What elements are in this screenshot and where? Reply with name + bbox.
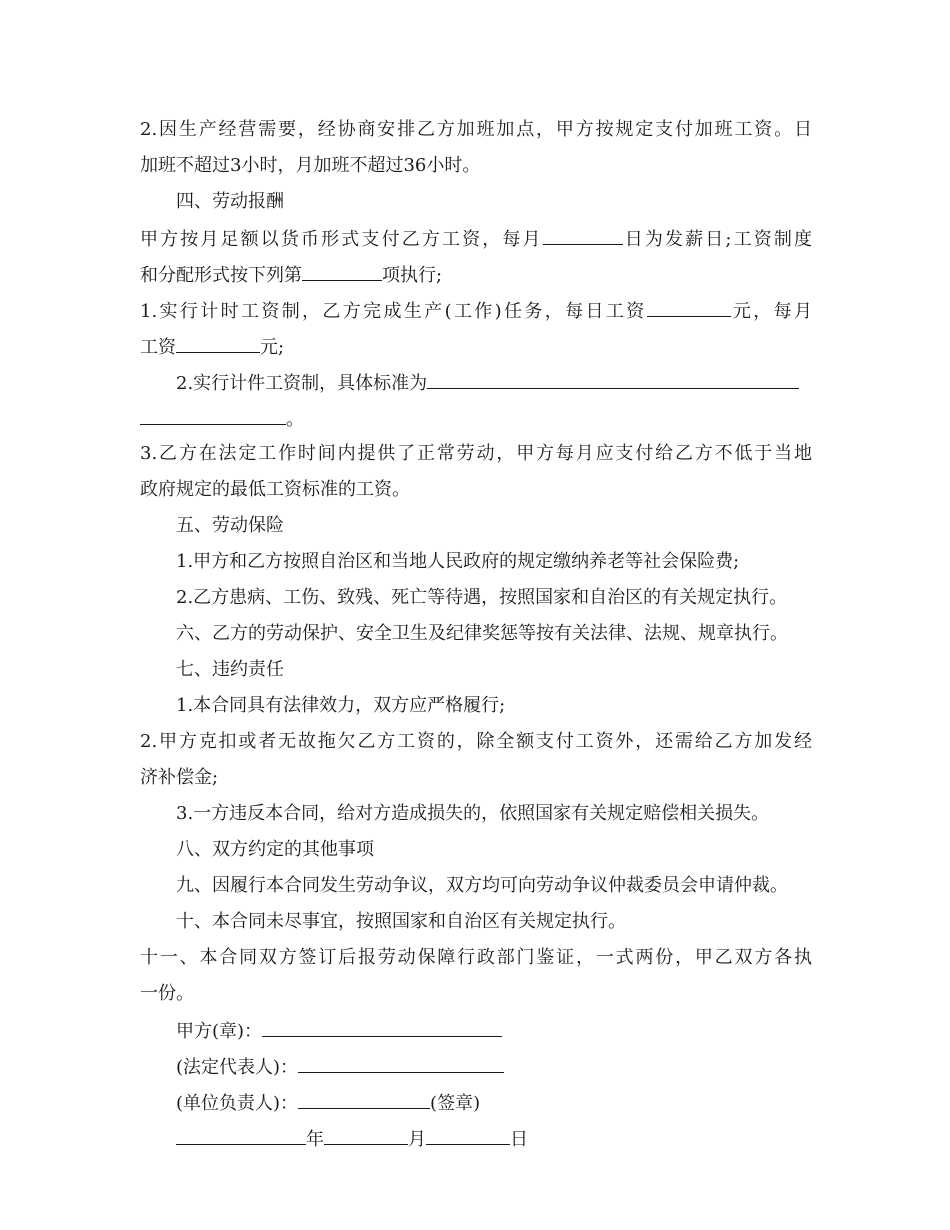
- monthly-wage-unit: 元;: [260, 337, 285, 358]
- min-wage-line-1: 3.乙方在法定工作时间内提供了正常劳动，甲方每月应支付给乙方不低于当地: [140, 443, 812, 464]
- payday-blank: [543, 225, 623, 245]
- year-label: 年: [306, 1129, 324, 1150]
- pay-clause-line-1: [140, 225, 812, 251]
- month-blank: [324, 1125, 408, 1145]
- section-eight: 八、双方约定的其他事项: [176, 839, 374, 860]
- piece-wage-blank-2: [140, 405, 286, 425]
- overtime-clause-line-1: 2.因生产经营需要，经协商安排乙方加班加点，甲方按规定支付加班工资。日: [140, 119, 812, 140]
- pay-clause-text-b: 日为发薪日;工资制度: [622, 229, 812, 250]
- breach-clause-1: 1.本合同具有法律效力，双方应严格履行;: [176, 695, 506, 716]
- piece-wage-line-1: [176, 369, 799, 395]
- pay-method-blank: [302, 261, 382, 281]
- seal-label: (签章): [430, 1093, 481, 1114]
- unit-head-signature-blank: [298, 1089, 430, 1109]
- section-eleven-line-1: 十一、本合同双方签订后报劳动保障行政部门鉴证，一式两份，甲乙双方各执: [140, 947, 812, 968]
- month-label: 月: [408, 1129, 426, 1150]
- section-heading-breach: 七、违约责任: [176, 659, 284, 680]
- time-wage-text-b: 元，每月: [730, 301, 812, 322]
- legal-rep-label: (法定代表人)：: [176, 1057, 299, 1078]
- pay-clause-text-a: 甲方按月足额以货币形式支付乙方工资，每月: [140, 229, 543, 250]
- year-blank: [176, 1125, 306, 1145]
- monthly-wage-blank: [176, 333, 260, 353]
- section-six: 六、乙方的劳动保护、安全卫生及纪律奖惩等按有关法律、法规、规章执行。: [176, 623, 788, 644]
- day-label: 日: [510, 1129, 528, 1150]
- time-wage-line-2: [140, 333, 284, 359]
- signature-date: [176, 1125, 528, 1151]
- time-wage-text-a: 1.实行计时工资制，乙方完成生产(工作)任务，每日工资: [140, 301, 647, 322]
- party-a-signature-blank: [262, 1017, 502, 1037]
- piece-wage-line-2: [140, 405, 304, 431]
- party-a-label: 甲方(章)：: [176, 1021, 263, 1042]
- insurance-clause-1: 1.甲方和乙方按照自治区和当地人民政府的规定缴纳养老等社会保险费;: [176, 551, 740, 572]
- piece-wage-text: 2.实行计件工资制，具体标准为: [176, 373, 428, 394]
- time-wage-line-1: [140, 297, 812, 323]
- breach-clause-2-line-1: 2.甲方克扣或者无故拖欠乙方工资的，除全额支付工资外，还需给乙方加发经: [140, 731, 812, 752]
- min-wage-line-2: 政府规定的最低工资标准的工资。: [140, 479, 410, 500]
- overtime-clause-line-2: 加班不超过3小时，月加班不超过36小时。: [140, 155, 481, 176]
- signature-party-a: [176, 1017, 502, 1043]
- signature-legal-rep: [176, 1053, 504, 1079]
- signature-unit-head: [176, 1089, 480, 1115]
- unit-head-label: (单位负责人)：: [176, 1093, 299, 1114]
- pay-method-text-a: 和分配形式按下列第: [140, 265, 302, 286]
- piece-wage-blank-1: [427, 369, 799, 389]
- pay-method-text-b: 项执行;: [382, 265, 443, 286]
- section-eleven-line-2: 一份。: [140, 983, 194, 1004]
- daily-wage-blank: [647, 297, 731, 317]
- piece-wage-end: 。: [286, 409, 304, 430]
- insurance-clause-2: 2.乙方患病、工伤、致残、死亡等待遇，按照国家和自治区的有关规定执行。: [176, 587, 788, 608]
- breach-clause-2-line-2: 济补偿金;: [140, 767, 219, 788]
- breach-clause-3: 3.一方违反本合同，给对方造成损失的，依照国家有关规定赔偿相关损失。: [176, 803, 770, 824]
- pay-clause-line-2: [140, 261, 442, 287]
- day-blank: [426, 1125, 510, 1145]
- legal-rep-signature-blank: [298, 1053, 504, 1073]
- section-nine: 九、因履行本合同发生劳动争议，双方均可向劳动争议仲裁委员会申请仲裁。: [176, 875, 788, 896]
- section-ten: 十、本合同未尽事宜，按照国家和自治区有关规定执行。: [176, 911, 626, 932]
- monthly-wage-label: 工资: [140, 337, 176, 358]
- section-heading-pay: 四、劳动报酬: [176, 191, 284, 212]
- section-heading-insurance: 五、劳动保险: [176, 515, 284, 536]
